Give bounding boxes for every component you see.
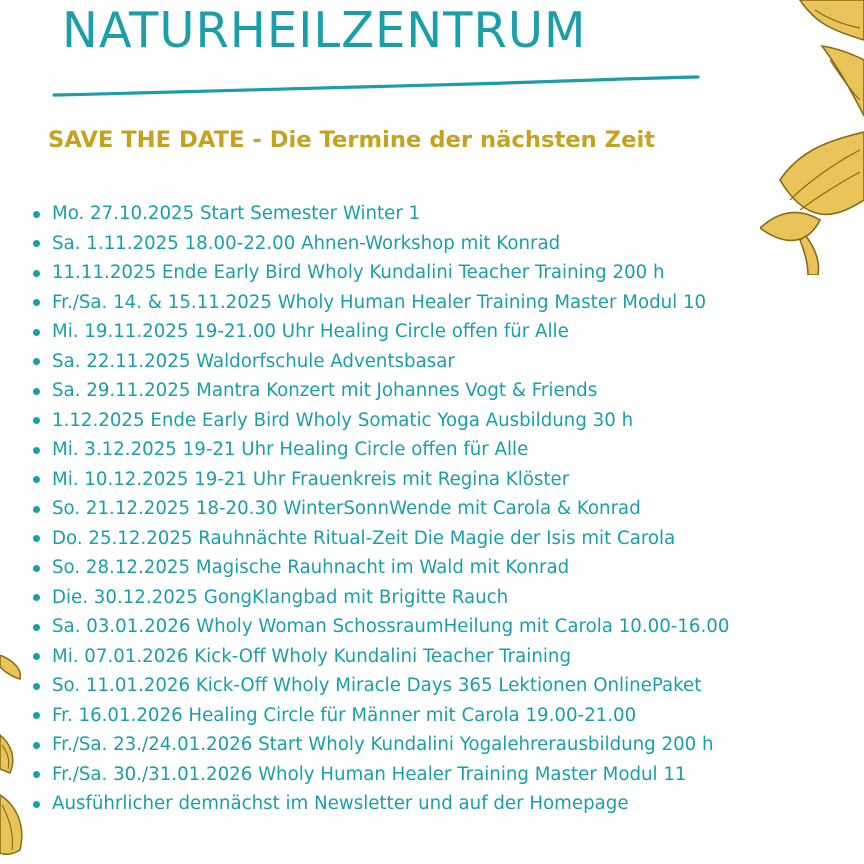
bullet-dot [33, 329, 40, 336]
bullet-dot [33, 535, 40, 542]
list-item [30, 789, 729, 819]
list-item [30, 406, 729, 436]
list-item [30, 524, 729, 554]
bullet-dot [33, 506, 40, 513]
bullet-dot [33, 476, 40, 483]
event-text: So. 21.12.2025 18-20.30 WinterSonnWende mit Carola & Konrad [52, 498, 641, 519]
event-text: Mi. 07.01.2026 Kick-Off Wholy Kundalini Teacher Training [52, 645, 571, 667]
list-item [30, 347, 729, 377]
bullet-dot [33, 771, 40, 778]
page-title: NATURHEILZENTRUM [62, 2, 587, 59]
event-text: Sa. 22.11.2025 Waldorfschule Adventsbasar [52, 350, 455, 372]
bullet-dot [33, 624, 40, 631]
list-item [30, 199, 729, 229]
bullet-dot [33, 388, 40, 395]
event-text: Mi. 10.12.2025 19-21 Uhr Frauenkreis mit Regina Klöster [52, 468, 570, 490]
save-the-date-heading: SAVE THE DATE - Die Termine der nächsten Zeit [48, 128, 656, 153]
bullet-dot [33, 240, 40, 247]
bullet-dot [33, 447, 40, 454]
bullet-dot [33, 270, 40, 277]
flower-illustration-top-right [760, 0, 864, 275]
bullet-dot [33, 801, 40, 808]
event-text: Mi. 19.11.2025 19-21.00 Uhr Healing Circle offen für Alle [52, 321, 569, 342]
list-item [30, 288, 729, 318]
list-item [30, 258, 729, 288]
title-underline [52, 72, 702, 100]
bullet-dot [33, 742, 40, 749]
bullet-dot [33, 683, 40, 690]
bullet-dot [33, 299, 40, 306]
bullet-dot [33, 653, 40, 660]
event-text: So. 11.01.2026 Kick-Off Wholy Miracle Days 365 Lektionen OnlinePaket [52, 675, 702, 696]
event-list [30, 199, 729, 819]
list-item [30, 435, 729, 465]
event-text: Fr./Sa. 30./31.01.2026 Wholy Human Healer Training Master Modul 11 [52, 763, 687, 785]
list-item [30, 583, 729, 613]
event-text: Fr./Sa. 14. & 15.11.2025 Wholy Human Healer Training Master Modul 10 [52, 291, 707, 313]
list-item [30, 730, 729, 760]
event-text: Mi. 3.12.2025 19-21 Uhr Healing Circle offen für Alle [52, 439, 529, 460]
event-text: Die. 30.12.2025 GongKlangbad mit Brigitte Rauch [52, 586, 509, 608]
event-text: Do. 25.12.2025 Rauhnächte Ritual-Zeit Die Magie der Isis mit Carola [52, 527, 676, 549]
bullet-dot [33, 417, 40, 424]
list-item [30, 317, 729, 347]
event-text: 11.11.2025 Ende Early Bird Wholy Kundalini Teacher Training 200 h [52, 262, 665, 283]
event-text: Fr. 16.01.2026 Healing Circle für Männer mit Carola 19.00-21.00 [52, 704, 637, 726]
bullet-dot [33, 211, 40, 218]
bullet-dot [33, 358, 40, 365]
bullet-dot [33, 712, 40, 719]
list-item [30, 465, 729, 495]
list-item [30, 760, 729, 790]
event-text: 1.12.2025 Ende Early Bird Wholy Somatic Yoga Ausbildung 30 h [52, 409, 634, 431]
event-text: So. 28.12.2025 Magische Rauhnacht im Wald mit Konrad [52, 557, 570, 578]
bullet-dot [33, 594, 40, 601]
event-text: Mo. 27.10.2025 Start Semester Winter 1 [52, 203, 421, 224]
flower-illustration-bottom-left [0, 655, 30, 864]
list-item [30, 229, 729, 259]
list-item [30, 642, 729, 672]
list-item [30, 553, 729, 583]
event-text: Sa. 29.11.2025 Mantra Konzert mit Johannes Vogt & Friends [52, 380, 598, 401]
event-text: Ausführlicher demnächst im Newsletter und auf der Homepage [52, 793, 629, 814]
bullet-dot [33, 565, 40, 572]
list-item [30, 376, 729, 406]
event-text: Sa. 03.01.2026 Wholy Woman SchossraumHeilung mit Carola 10.00-16.00 [52, 616, 730, 637]
list-item [30, 494, 729, 524]
list-item [30, 701, 729, 731]
event-text: Sa. 1.11.2025 18.00-22.00 Ahnen-Workshop mit Konrad [52, 232, 561, 254]
list-item [30, 612, 729, 642]
list-item [30, 671, 729, 701]
event-text: Fr./Sa. 23./24.01.2026 Start Wholy Kundalini Yogalehrerausbildung 200 h [52, 734, 714, 755]
